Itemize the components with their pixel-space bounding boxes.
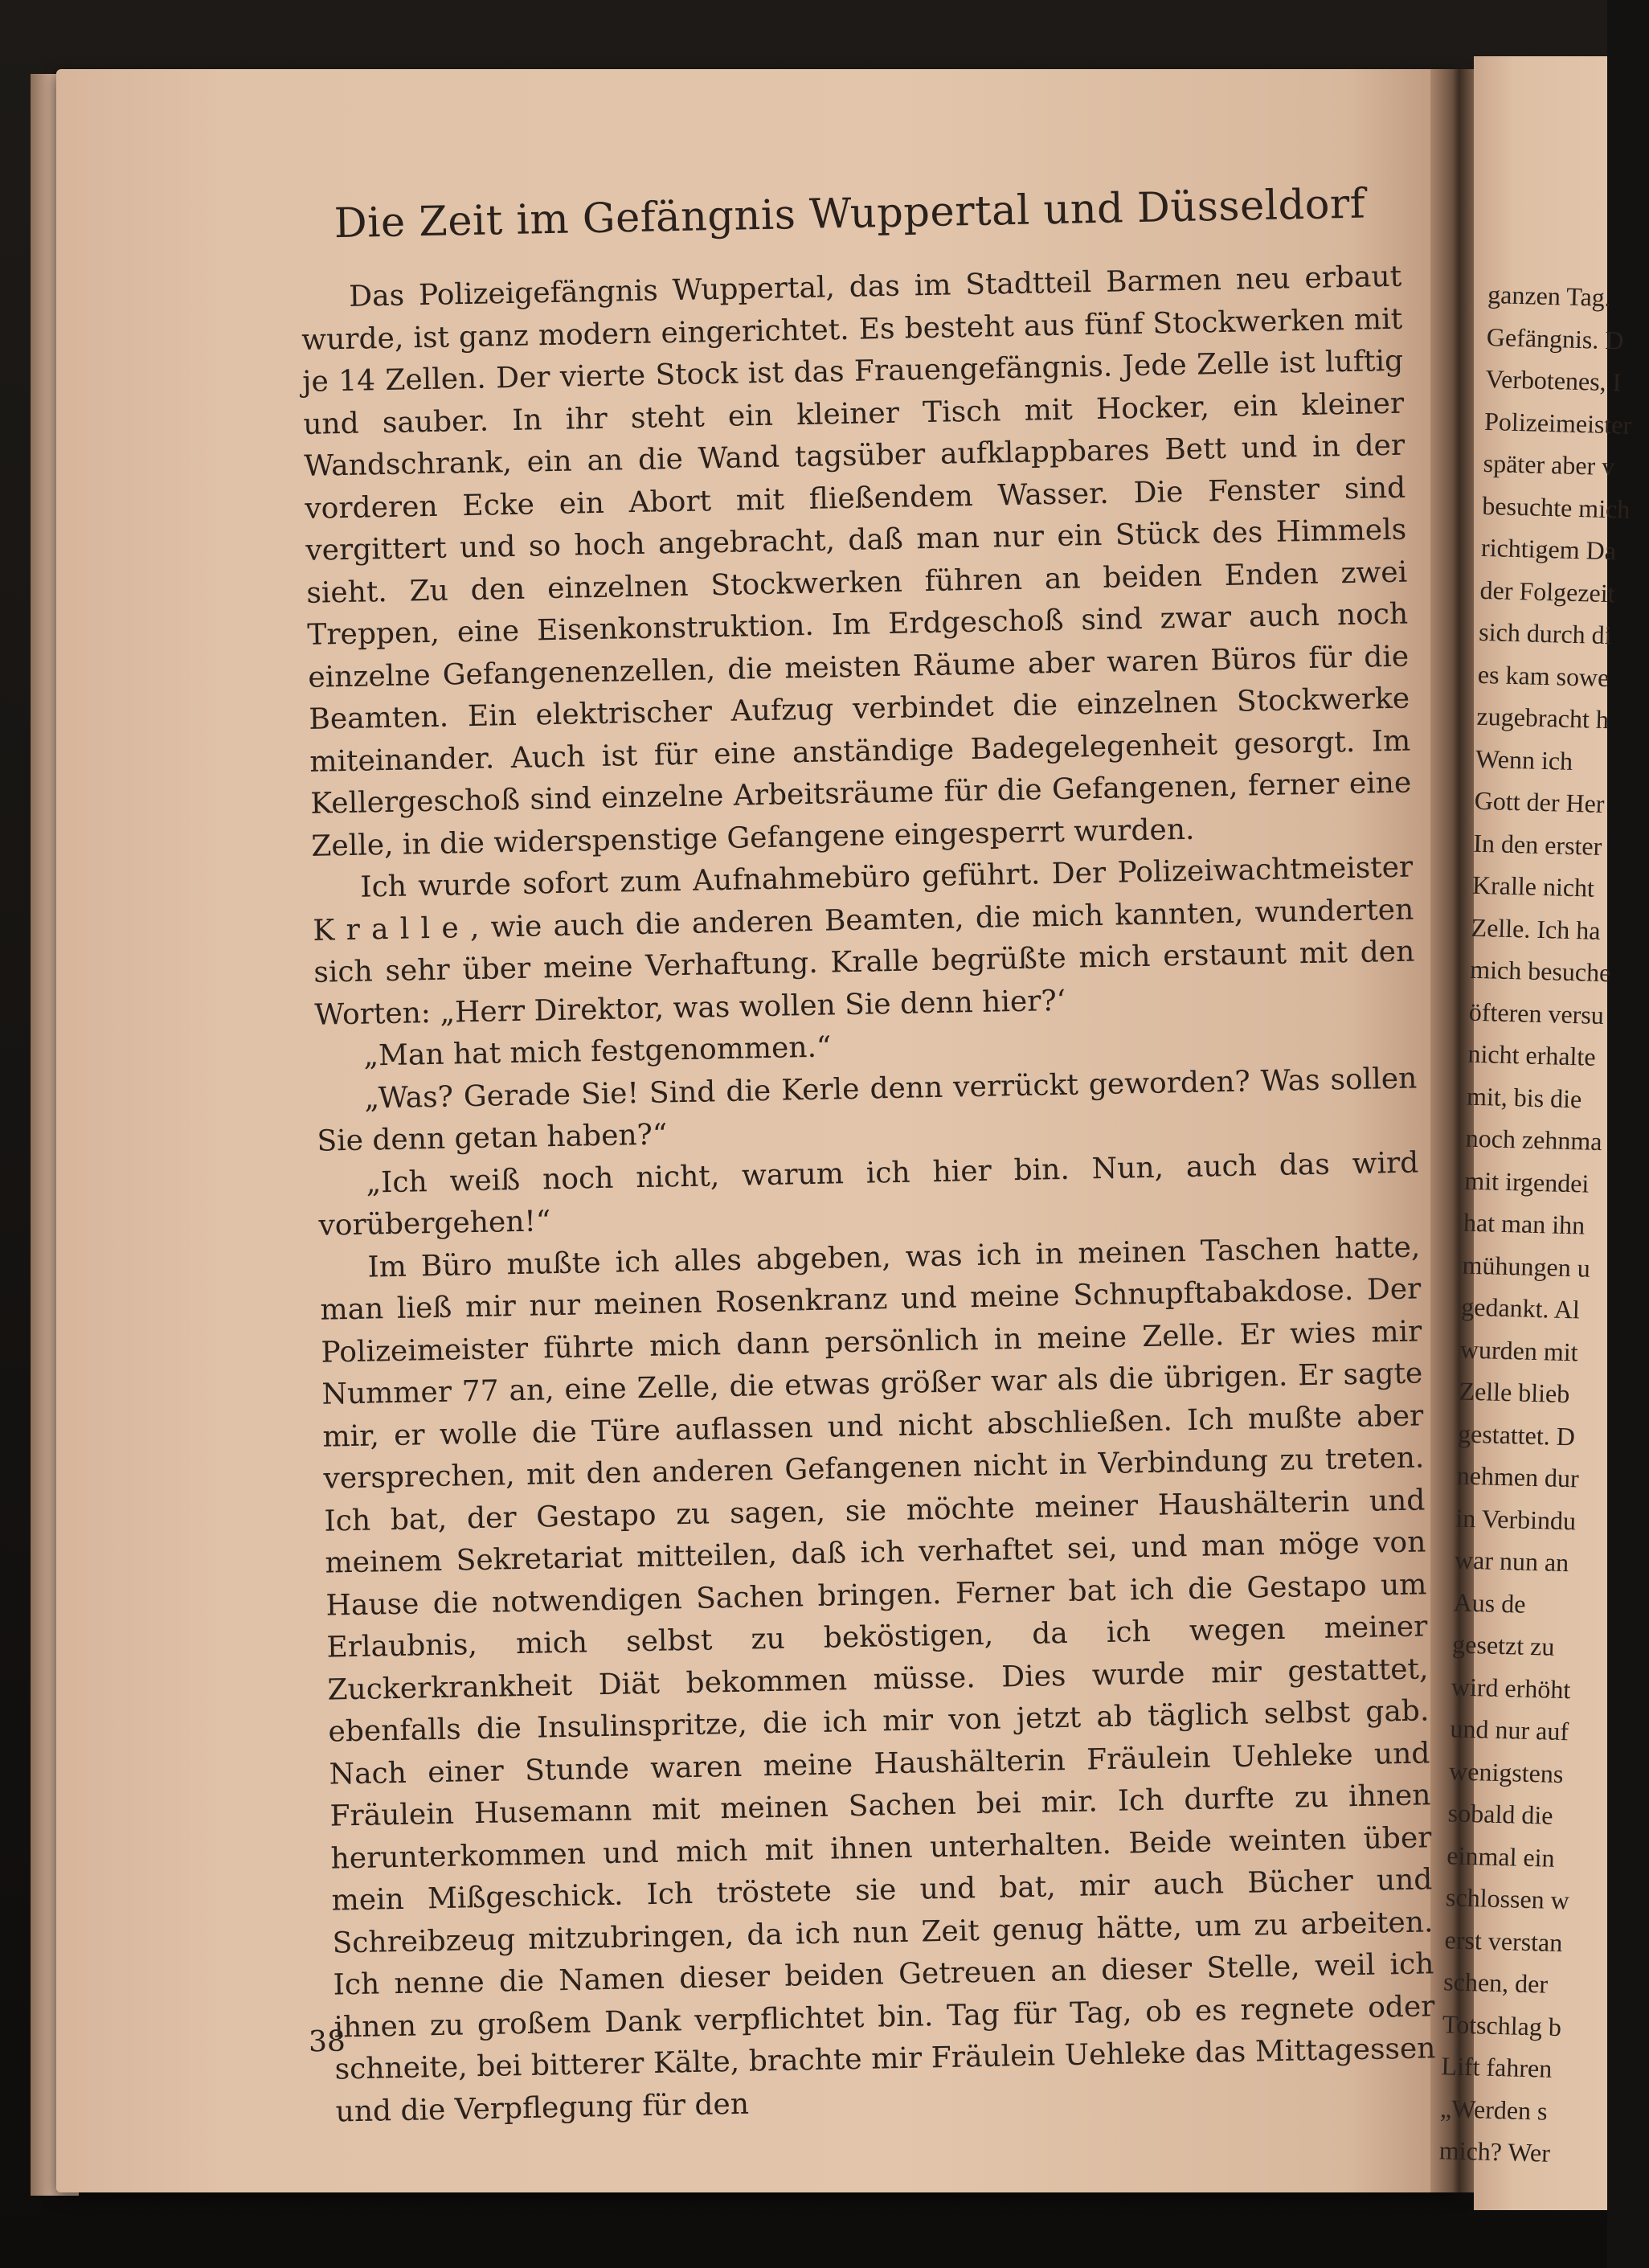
right-page-line: und nur auf bbox=[1450, 1713, 1569, 1746]
right-page-line: zugebracht h bbox=[1476, 701, 1610, 735]
right-page-line: In den erster bbox=[1472, 828, 1602, 861]
right-page-line: Totschlag b bbox=[1442, 2008, 1562, 2041]
right-page-line: mit irgendei bbox=[1463, 1165, 1590, 1198]
right-page-line: nicht erhalte bbox=[1467, 1038, 1597, 1071]
right-page-line: Lift fahren bbox=[1441, 2051, 1553, 2083]
right-page-line: Gefängnis. D bbox=[1486, 321, 1624, 354]
paragraph: Im Büro mußte ich alles abgeben, was ich in meinen Taschen hatte, man ließ mir nur meinen Rosenkranz und meine Schnupftabakdose. Der Polizeimeister führte mich dann persönlich in meine Zelle. Er wies mir Nummer 77 an, eine Zelle, die etwas größer war als die übrigen. Er sagte mir, er wolle die Türe auflassen und nicht abschließen. Ich mußte aber versprechen, mit den anderen Gefangenen nicht in Verbindung zu treten. Ich bat, der Gestapo zu sagen, sie möchte meiner Haushälterin und meinem Sekretariat mitteilen, daß ich verhaftet sei, und man möge von Hause die notwendigen Sachen bringen. Ferner bat ich die Gestapo um Erlaubnis, mich selbst zu beköstigen, da ich wegen meiner Zuckerkrankheit Diät bekommen müsse. Dies wurde mir gestattet, ebenfalls die Insulinspritze, die ich mir von jetzt ab täglich selbst gab. Nach einer Stunde waren meine Haushälterin Fräulein Uehleke und Fräulein Husemann mit meinen Sachen bei mir. Ich durfte zu ihnen herunterkommen und mich mit ihnen unterhalten. Beide weinten über mein Mißgeschick. Ich tröstete sie und bat, mir auch Bücher und Schreibzeug mitzubringen, da ich nun Zeit genug hätte, um zu arbeiten. Ich nenne die Namen dieser beiden Getreuen an dieser Stelle, weil ich ihnen zu großem Dank verpflichtet bin. Tag für Tag, ob es regnete oder schneite, bei bitterer Kälte, brachte mir Fräulein Uehleke das Mittagessen und die Verpflegung für den bbox=[320, 1230, 1436, 2129]
paragraph: „Was? Gerade Sie! Sind die Kerle denn verrückt geworden? Was sollen Sie denn getan haben?“ bbox=[317, 1061, 1418, 1158]
right-page-line: Zelle. Ich ha bbox=[1471, 912, 1601, 945]
right-page bbox=[1438, 56, 1632, 2210]
right-page-line: Zelle blieb bbox=[1459, 1376, 1570, 1409]
right-page-line: war nun an bbox=[1454, 1545, 1569, 1578]
right-page-line: in Verbindu bbox=[1455, 1502, 1577, 1535]
right-page-line: öfteren versu bbox=[1468, 997, 1605, 1030]
right-page-line: der Folgezeit bbox=[1479, 575, 1616, 608]
right-page-line: gesetzt zu bbox=[1451, 1629, 1555, 1661]
left-page-content bbox=[299, 180, 1437, 2134]
paragraph: „Man hat mich festgenommen.“ bbox=[363, 1030, 832, 1073]
chapter-title: Die Zeit im Gefängnis Wuppertal und Düsseldorf bbox=[333, 180, 1366, 248]
right-page-line: erst verstan bbox=[1444, 1924, 1563, 1957]
right-page-line: gestattet. D bbox=[1457, 1419, 1576, 1451]
right-page-line: mich? Wer bbox=[1438, 2135, 1551, 2168]
right-page-line: Kralle nicht bbox=[1471, 870, 1595, 903]
paragraph: „Ich weiß noch nicht, warum ich hier bin. Nun, auch das wird vorübergehen!“ bbox=[318, 1145, 1419, 1242]
right-page-line: Aus de bbox=[1453, 1586, 1526, 1619]
right-page-line: besuchte mich bbox=[1481, 490, 1631, 524]
right-page-line: richtigem Da bbox=[1480, 532, 1617, 566]
right-page-line: Wenn ich bbox=[1475, 743, 1573, 776]
page-number: 38 bbox=[308, 2024, 346, 2059]
right-page-line: noch zehnma bbox=[1465, 1123, 1602, 1157]
right-page-line: mich besuche bbox=[1469, 954, 1611, 988]
right-page-line: einmal ein bbox=[1446, 1840, 1556, 1873]
right-page-line: Polizeimeister bbox=[1483, 406, 1632, 440]
right-page-line: es kam sowe bbox=[1477, 659, 1610, 692]
body-text bbox=[301, 256, 1437, 2134]
right-page-line: ganzen Tag. bbox=[1487, 279, 1612, 313]
right-page-line: wird erhöht bbox=[1451, 1671, 1571, 1704]
right-page-line: nehmen dur bbox=[1456, 1460, 1580, 1493]
right-page-line: hat man ihn bbox=[1463, 1207, 1586, 1240]
right-page-line: Gott der Her bbox=[1474, 785, 1605, 819]
right-page-line: Verbotenes, I bbox=[1485, 363, 1622, 397]
paragraph: Das Polizeigefängnis Wuppertal, das im Stadtteil Barmen neu erbaut wurde, ist ganz modern eingerichtet. Es besteht aus fünf Stockwerken mit je 14 Zellen. Der vierte Stock ist das Frauengefängnis. Jede Zelle ist luftig und sauber. In ihr steht ein kleiner Tisch mit Hocker, ein kleiner Wandschrank, ein an die Wand tagsüber aufklappbares Bett und in der vorderen Ecke ein Abort mit fließendem Wasser. Die Fenster sind vergittert und so hoch angebracht, daß man nur ein Stück des Himmels sieht. Zu den einzelnen Stockwerken führen an beiden Enden zwei Treppen, eine Eisenkonstruktion. Im Erdgeschoß sind zwar auch noch einzelne Gefangenenzellen, die meisten Räume aber waren Büros für die Beamten. Ein elektrischer Aufzug verbindet die einzelnen Stockwerke miteinander. Auch ist für eine anständige Badegelegenheit gesorgt. Im Kellergeschoß sind einzelne Arbeitsräume für die Gefangenen, ferner eine Zelle, in die widerspenstige Gefangene eingesperrt wurden. bbox=[301, 260, 1412, 863]
right-page-line: sobald die bbox=[1447, 1798, 1553, 1830]
right-page-line: mühungen u bbox=[1462, 1250, 1591, 1283]
right-page-line: mit, bis die bbox=[1466, 1081, 1582, 1113]
right-page-line: schlossen w bbox=[1445, 1882, 1570, 1915]
right-page-line: später aber v bbox=[1483, 448, 1615, 481]
right-page-line: sich durch di bbox=[1478, 616, 1613, 650]
right-page-line: gedankt. Al bbox=[1460, 1292, 1581, 1324]
right-page-line: „Werden s bbox=[1439, 2093, 1549, 2126]
paragraph: Ich wurde sofort zum Aufnahmebüro geführt. Der Polizeiwachtmeister K r a l l e , wie auch die anderen Beamten, die mich kannten, wunderten sich sehr über meine Verhaftung. Kralle begrüßte mich erstaunt mit den Worten: „Herr Direktor, was wollen Sie denn hier?‘ bbox=[313, 850, 1415, 1032]
right-page-line: schen, der bbox=[1442, 1967, 1549, 1999]
right-page-line: wenigstens bbox=[1448, 1755, 1564, 1788]
right-page-line: wurden mit bbox=[1459, 1334, 1579, 1366]
